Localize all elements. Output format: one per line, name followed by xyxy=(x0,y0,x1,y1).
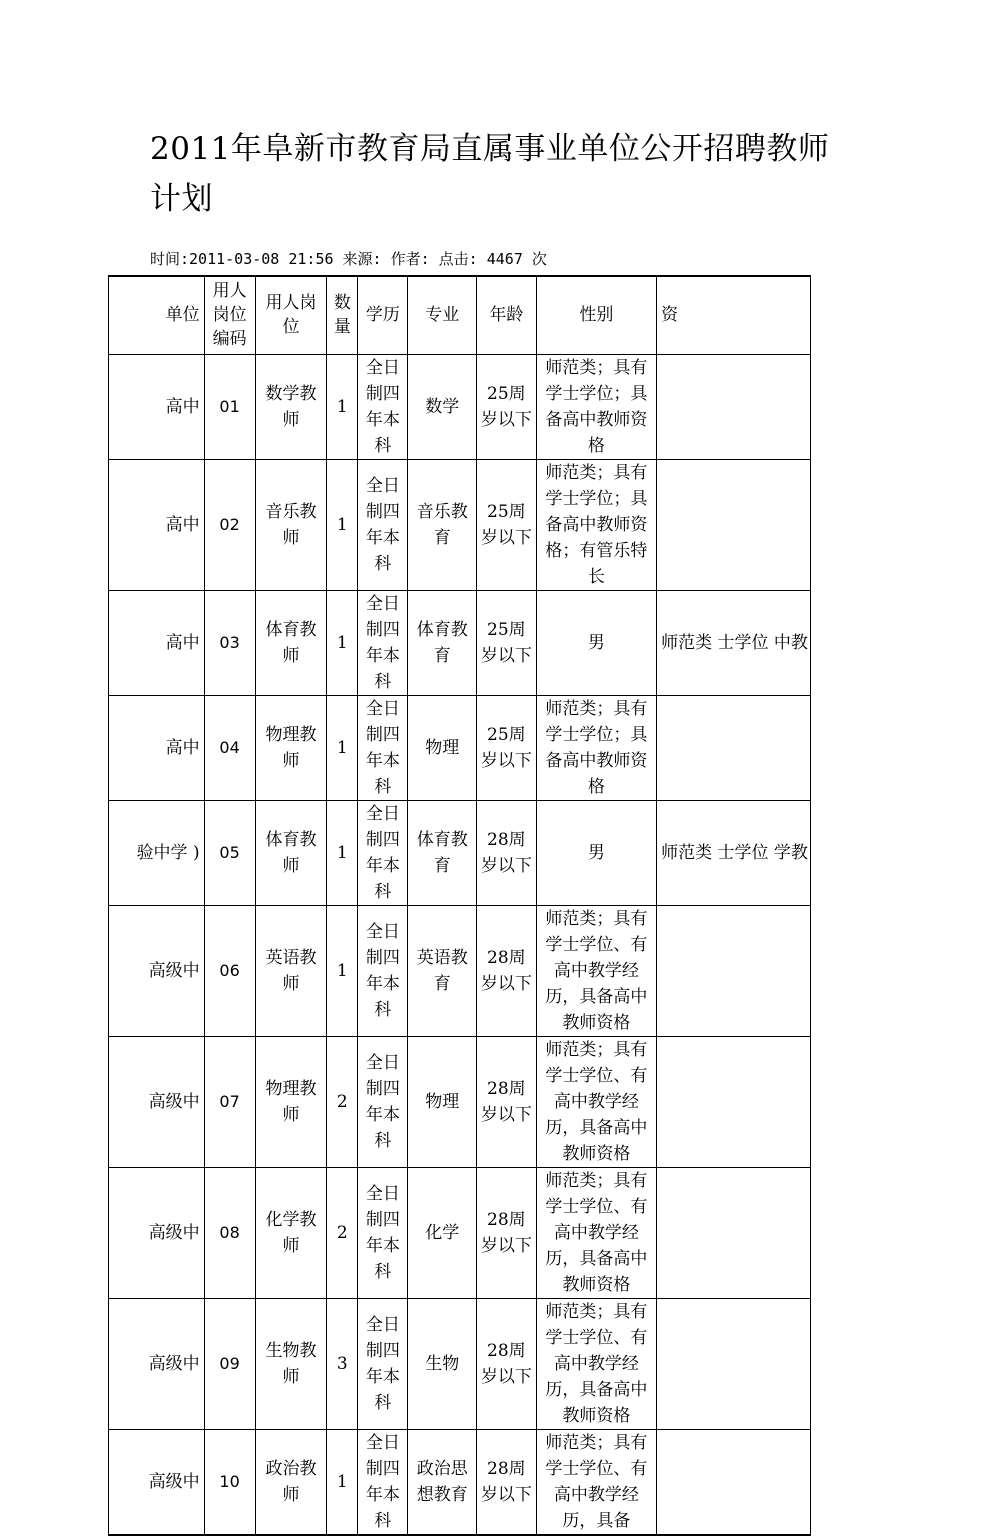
table-row xyxy=(109,1429,811,1535)
header-qualification: 资 xyxy=(657,276,811,354)
cell-unit: 高级中 xyxy=(109,1167,205,1298)
cell-post: 生物教师 xyxy=(255,1298,327,1429)
cell-qualification: 师范类 士学位 学教 xyxy=(657,800,811,905)
cell-post: 体育教师 xyxy=(255,590,327,695)
cell-code: 03 xyxy=(204,590,255,695)
cell-unit: 验中学 ) xyxy=(109,800,205,905)
header-post: 用人岗位 xyxy=(255,276,327,354)
table-row xyxy=(109,905,811,1036)
cell-age: 28周岁以下 xyxy=(476,800,536,905)
cell-education: 全日制四年本科 xyxy=(358,1167,408,1298)
cell-code: 01 xyxy=(204,354,255,459)
article-meta: 时间:2011-03-08 21:56 来源: 作者: 点击: 4467 次 xyxy=(150,250,547,268)
cell-education: 全日制四年本科 xyxy=(358,695,408,800)
cell-education: 全日制四年本科 xyxy=(358,905,408,1036)
cell-code: 05 xyxy=(204,800,255,905)
cell-qualification xyxy=(657,1167,811,1298)
cell-unit: 高级中 xyxy=(109,1298,205,1429)
cell-age: 28周岁以下 xyxy=(476,905,536,1036)
cell-age: 28周岁以下 xyxy=(476,1298,536,1429)
cell-count: 1 xyxy=(327,905,358,1036)
cell-post: 数学教师 xyxy=(255,354,327,459)
cell-code: 08 xyxy=(204,1167,255,1298)
cell-major: 体育教育 xyxy=(408,590,476,695)
cell-qualification xyxy=(657,459,811,590)
cell-post: 物理教师 xyxy=(255,695,327,800)
cell-gender: 男 xyxy=(536,800,656,905)
header-count: 数量 xyxy=(327,276,358,354)
cell-major: 音乐教育 xyxy=(408,459,476,590)
table-row xyxy=(109,459,811,590)
cell-count: 2 xyxy=(327,1036,358,1167)
cell-education: 全日制四年本科 xyxy=(358,590,408,695)
cell-count: 1 xyxy=(327,354,358,459)
table-row xyxy=(109,354,811,459)
cell-count: 1 xyxy=(327,590,358,695)
cell-education: 全日制四年本科 xyxy=(358,1429,408,1535)
cell-major: 数学 xyxy=(408,354,476,459)
cell-age: 25周岁以下 xyxy=(476,695,536,800)
cell-gender: 师范类；具有学士学位、有高中教学经历，具备 xyxy=(536,1429,656,1535)
cell-major: 化学 xyxy=(408,1167,476,1298)
recruitment-table xyxy=(108,275,811,1536)
cell-education: 全日制四年本科 xyxy=(358,800,408,905)
cell-education: 全日制四年本科 xyxy=(358,1036,408,1167)
cell-major: 政治思想教育 xyxy=(408,1429,476,1535)
cell-count: 1 xyxy=(327,1429,358,1535)
cell-count: 1 xyxy=(327,459,358,590)
cell-count: 3 xyxy=(327,1298,358,1429)
header-education: 学历 xyxy=(358,276,408,354)
cell-code: 09 xyxy=(204,1298,255,1429)
table-header-row xyxy=(109,276,811,354)
cell-post: 化学教师 xyxy=(255,1167,327,1298)
cell-unit: 高中 xyxy=(109,695,205,800)
cell-qualification xyxy=(657,695,811,800)
cell-major: 英语教育 xyxy=(408,905,476,1036)
cell-gender: 师范类；具有学士学位、有高中教学经历，具备高中教师资格 xyxy=(536,1298,656,1429)
cell-age: 25周岁以下 xyxy=(476,590,536,695)
cell-post: 音乐教师 xyxy=(255,459,327,590)
cell-code: 07 xyxy=(204,1036,255,1167)
cell-gender: 男 xyxy=(536,590,656,695)
header-major: 专业 xyxy=(408,276,476,354)
cell-qualification xyxy=(657,905,811,1036)
cell-major: 物理 xyxy=(408,1036,476,1167)
table-row xyxy=(109,800,811,905)
header-code: 用人岗位编码 xyxy=(204,276,255,354)
cell-gender: 师范类；具有学士学位；具备高中教师资格 xyxy=(536,695,656,800)
cell-education: 全日制四年本科 xyxy=(358,354,408,459)
cell-gender: 师范类；具有学士学位；具备高中教师资格；有管乐特长 xyxy=(536,459,656,590)
table-row xyxy=(109,590,811,695)
cell-major: 物理 xyxy=(408,695,476,800)
cell-count: 2 xyxy=(327,1167,358,1298)
document-title: 2011年阜新市教育局直属事业单位公开招聘教师计划 xyxy=(150,131,830,217)
cell-gender: 师范类；具有学士学位、有高中教学经历，具备高中教师资格 xyxy=(536,1036,656,1167)
cell-gender: 师范类；具有学士学位；具备高中教师资格 xyxy=(536,354,656,459)
cell-unit: 高中 xyxy=(109,459,205,590)
cell-code: 10 xyxy=(204,1429,255,1535)
cell-qualification xyxy=(657,354,811,459)
header-age: 年龄 xyxy=(476,276,536,354)
cell-code: 02 xyxy=(204,459,255,590)
cell-post: 物理教师 xyxy=(255,1036,327,1167)
cell-unit: 高中 xyxy=(109,354,205,459)
cell-major: 体育教育 xyxy=(408,800,476,905)
table-row xyxy=(109,1298,811,1429)
cell-education: 全日制四年本科 xyxy=(358,1298,408,1429)
cell-qualification xyxy=(657,1298,811,1429)
header-gender: 性别 xyxy=(536,276,656,354)
cell-qualification xyxy=(657,1429,811,1535)
cell-age: 25周岁以下 xyxy=(476,459,536,590)
cell-unit: 高中 xyxy=(109,590,205,695)
cell-post: 英语教师 xyxy=(255,905,327,1036)
cell-age: 28周岁以下 xyxy=(476,1429,536,1535)
cell-age: 28周岁以下 xyxy=(476,1167,536,1298)
cell-age: 28周岁以下 xyxy=(476,1036,536,1167)
table-row xyxy=(109,1167,811,1298)
cell-unit: 高级中 xyxy=(109,905,205,1036)
cell-education: 全日制四年本科 xyxy=(358,459,408,590)
cell-age: 25周岁以下 xyxy=(476,354,536,459)
cell-post: 体育教师 xyxy=(255,800,327,905)
cell-count: 1 xyxy=(327,800,358,905)
cell-count: 1 xyxy=(327,695,358,800)
cell-gender: 师范类；具有学士学位、有高中教学经历，具备高中教师资格 xyxy=(536,905,656,1036)
cell-qualification xyxy=(657,1036,811,1167)
recruitment-table-viewport[interactable] xyxy=(136,275,851,1531)
table-row xyxy=(109,1036,811,1167)
cell-qualification: 师范类 士学位 中教 xyxy=(657,590,811,695)
cell-gender: 师范类；具有学士学位、有高中教学经历，具备高中教师资格 xyxy=(536,1167,656,1298)
table-row xyxy=(109,695,811,800)
cell-post: 政治教师 xyxy=(255,1429,327,1535)
cell-code: 06 xyxy=(204,905,255,1036)
cell-major: 生物 xyxy=(408,1298,476,1429)
header-unit: 单位 xyxy=(109,276,205,354)
cell-unit: 高级中 xyxy=(109,1036,205,1167)
cell-unit: 高级中 xyxy=(109,1429,205,1535)
cell-code: 04 xyxy=(204,695,255,800)
